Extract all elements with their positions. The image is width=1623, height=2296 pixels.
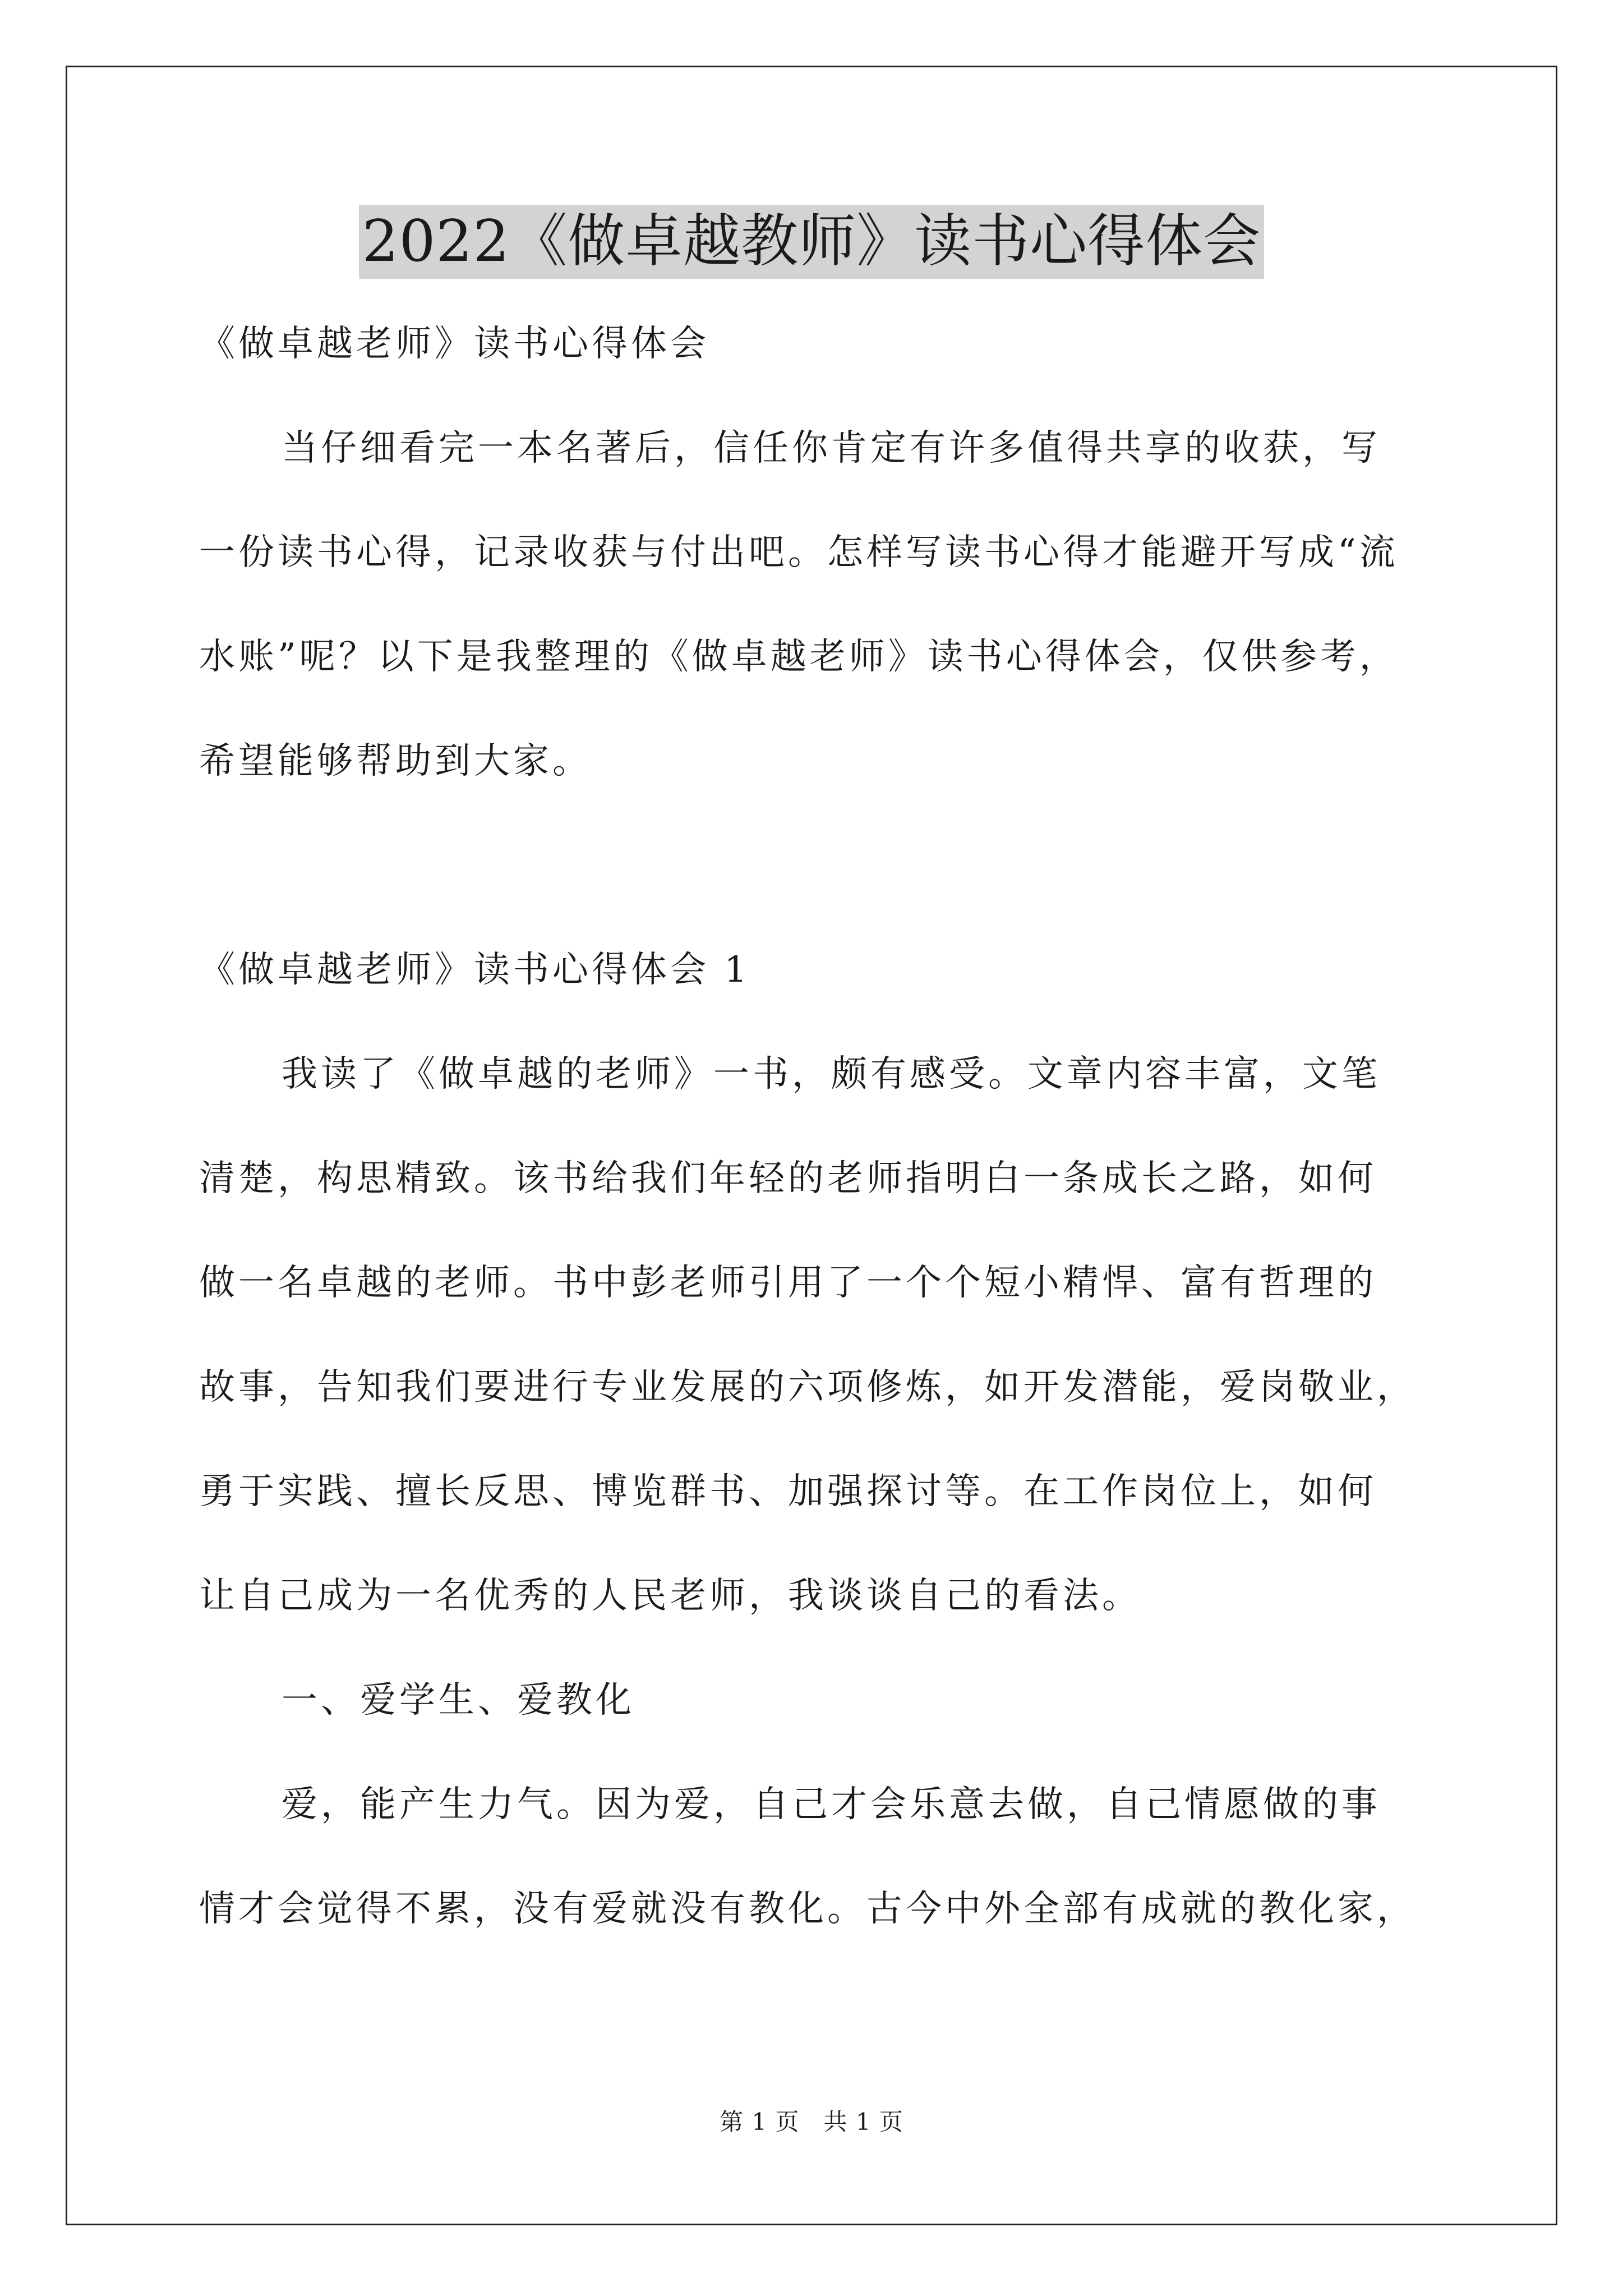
document-subtitle: 《做卓越老师》读书心得体会 [199, 323, 709, 365]
paragraph-line: 爱，能产生力气。因为爱，自己才会乐意去做，自己情愿做的事 [282, 1784, 1381, 1825]
section-heading: 《做卓越老师》读书心得体会 1 [199, 949, 751, 991]
intro-line: 水账”呢？以下是我整理的《做卓越老师》读书心得体会，仅供参考， [199, 636, 1399, 678]
intro-line: 一份读书心得，记录收获与付出吧。怎样写读书心得才能避开写成“流 [199, 532, 1399, 573]
intro-line: 当仔细看完一本名著后，信任你肯定有许多值得共享的收获，写 [282, 427, 1381, 469]
subheading: 一、爱学生、爱教化 [282, 1680, 635, 1721]
document-title: 2022《做卓越教师》读书心得体会 [359, 205, 1265, 279]
paragraph-line: 情才会觉得不累，没有爱就没有教化。古今中外全部有成就的教化家， [199, 1888, 1416, 1930]
blank-line [199, 813, 1433, 918]
intro-line: 希望能够帮助到大家。 [199, 740, 592, 782]
paragraph-line: 勇于实践、擅长反思、博览群书、加强探讨等。在工作岗位上，如何 [199, 1471, 1377, 1512]
paragraph-line: 让自己成为一名优秀的人民老师，我谈谈自己的看法。 [199, 1575, 1141, 1617]
page-footer: 第 1 页 共 1 页 [720, 2108, 903, 2136]
document-title-block [0, 205, 1623, 279]
document-body [199, 292, 1433, 1961]
paragraph-line: 我读了《做卓越的老师》一书，颇有感受。文章内容丰富，文笔 [282, 1053, 1381, 1095]
paragraph-line: 做一名卓越的老师。书中彭老师引用了一个个短小精悍、富有哲理的 [199, 1262, 1377, 1304]
paragraph-line: 清楚，构思精致。该书给我们年轻的老师指明白一条成长之路，如何 [199, 1158, 1377, 1199]
paragraph-line: 故事，告知我们要进行专业发展的六项修炼，如开发潜能，爱岗敬业， [199, 1366, 1416, 1408]
